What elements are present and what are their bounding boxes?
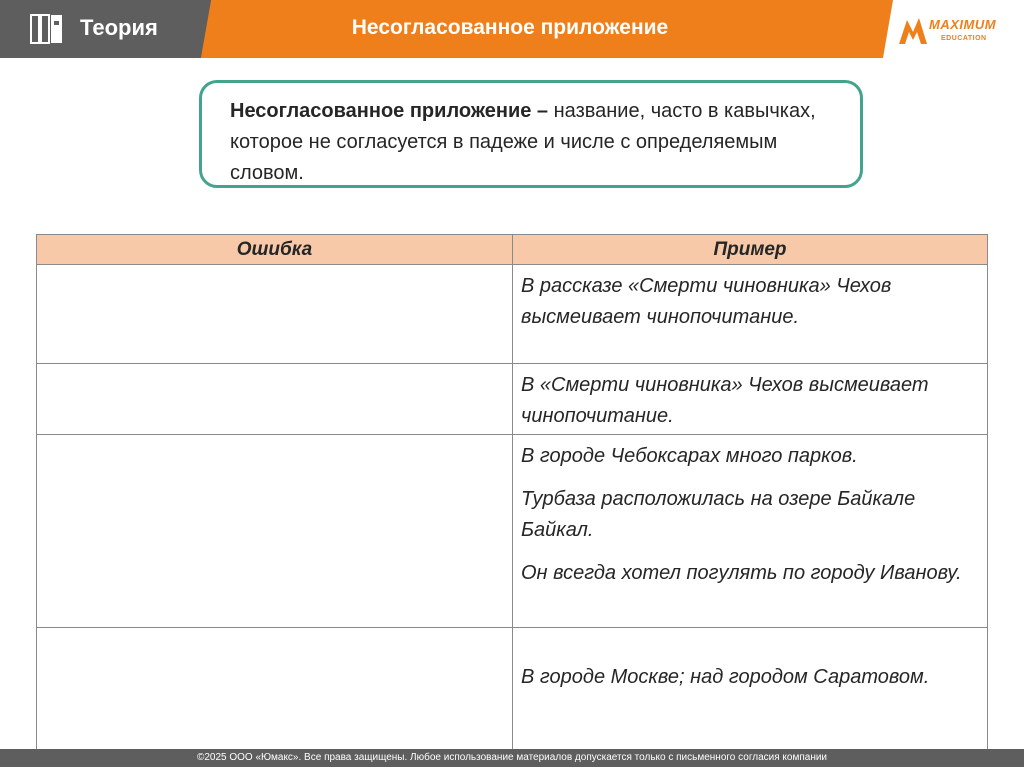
error-cell: [37, 265, 513, 364]
definition-term: Несогласованное приложение –: [230, 100, 549, 122]
header-error: Ошибка: [37, 235, 513, 265]
error-examples-table: [36, 234, 988, 756]
table-row: [37, 435, 988, 628]
example-text: В городе Москве; над городом Саратовом.: [521, 666, 930, 688]
table-row: [37, 364, 988, 435]
example-cell: [513, 628, 988, 756]
table-header-row: [37, 235, 988, 265]
header-example: Пример: [513, 235, 988, 265]
slide-header: [0, 0, 1024, 58]
example-cell: [513, 265, 988, 364]
definition-box: [199, 80, 863, 188]
slide-title: Несогласованное приложение: [351, 16, 669, 39]
example-text: Он всегда хотел погулять по городу Иванову.: [521, 562, 962, 584]
example-text: Турбаза расположилась на озере Байкале Байкал.: [521, 488, 916, 541]
definition-text: [230, 96, 832, 189]
error-cell: [37, 435, 513, 628]
logo-name: MAXIMUM: [929, 17, 997, 32]
example-text: В «Смерти чиновника» Чехов высмеивает чинопочитание.: [521, 374, 929, 427]
error-cell: [37, 364, 513, 435]
logo-mark-icon: [895, 14, 931, 48]
table-row: [37, 265, 988, 364]
example-cell: [513, 435, 988, 628]
books-icon: [30, 13, 64, 45]
copyright-footer: ©2025 ООО «Юмакс». Все права защищены. Любое использование материалов допускается только с письменного согласия компании: [0, 749, 1024, 767]
logo-subtitle: EDUCATION: [941, 35, 987, 42]
table-row: [37, 628, 988, 756]
definition-body: название, часто в кавычках, которое не согласуется в падеже и числе с определяемым словом.: [230, 100, 816, 184]
example-text: В городе Чебоксарах много парков.: [521, 445, 858, 467]
example-cell: [513, 364, 988, 435]
section-title: Теория: [80, 15, 158, 40]
maximum-logo: [893, 10, 1021, 50]
section-tab: [0, 0, 196, 58]
example-text: В рассказе «Смерти чиновника» Чехов высмеивает чинопочитание.: [521, 275, 892, 328]
error-cell: [37, 628, 513, 756]
